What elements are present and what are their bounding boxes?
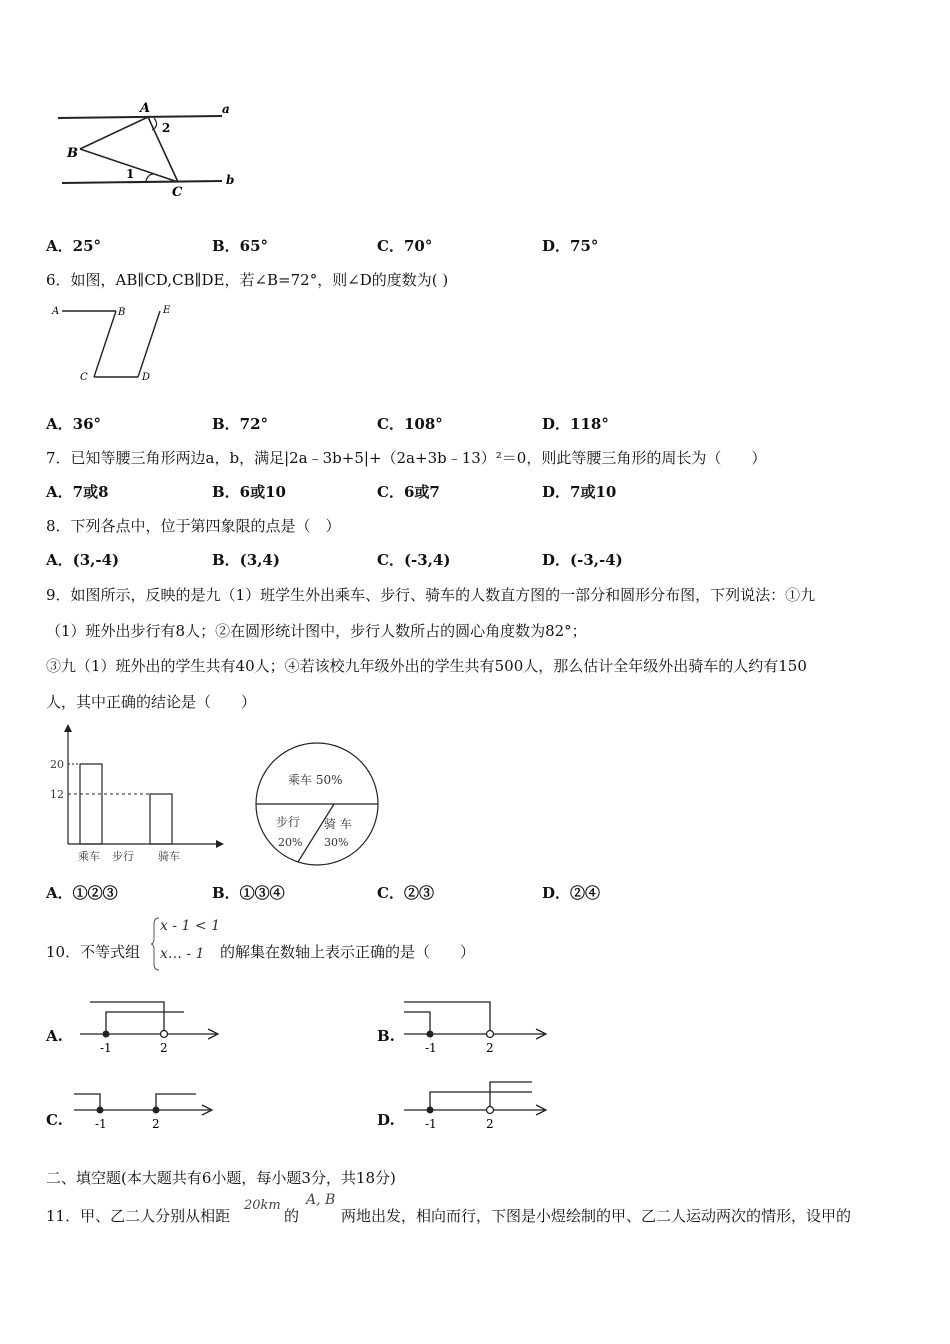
q9-stem-line4: 人，其中正确的结论是（ ） — [46, 693, 257, 711]
q5-option-b[interactable]: B．65° — [212, 237, 269, 255]
x-label-bike: 骑车 — [158, 850, 180, 863]
q9-option-a[interactable]: A．①②③ — [46, 884, 118, 902]
pie-label-bike-pct: 30% — [324, 836, 349, 849]
q6-stem: 6．如图，AB∥CD,CB∥DE，若∠B=72°，则∠D的度数为( ) — [46, 271, 449, 289]
x-label-walk: 步行 — [112, 850, 134, 863]
q10-prefix: 10．不等式组 — [46, 943, 141, 961]
angle-2-label: 2 — [162, 121, 171, 135]
q7-stem: 7．已知等腰三角形两边a，b，满足|2a﹣3b+5|+（2a+3b﹣13）²＝0，则此等腰三角形的周长为（ ） — [46, 449, 767, 467]
figure-parallel-lines-triangle — [50, 96, 250, 206]
q7-option-c[interactable]: C．6或7 — [377, 483, 440, 501]
q10-numberline-c[interactable] — [74, 1082, 224, 1142]
q10-suffix: 的解集在数轴上表示正确的是（ ） — [220, 943, 476, 961]
q5-option-a[interactable]: A．25° — [46, 237, 102, 255]
q11-stem-part1: 11．甲、乙二人分别从相距 — [46, 1207, 231, 1225]
q10-inequality-1: x - 1 < 1 — [160, 918, 220, 934]
q6-label-D: D — [142, 372, 151, 383]
q11-stem-part2: 的 — [284, 1207, 300, 1225]
x-label-bus: 乘车 — [78, 850, 100, 863]
q7-option-d[interactable]: D．7或10 — [542, 483, 617, 501]
label-B: B — [67, 146, 78, 161]
q10-option-b-label[interactable]: B. — [377, 1027, 395, 1045]
q9-option-c[interactable]: C．②③ — [377, 884, 434, 902]
q8-option-c[interactable]: C．(-3,4) — [377, 551, 451, 569]
pie-label-bus: 乘车 50% — [288, 773, 343, 787]
q9-stem-line1: 9．如图所示，反映的是九（1）班学生外出乘车、步行、骑车的人数直方图的一部分和圆形分布图，下列说法：①九 — [46, 586, 816, 604]
figure-q6-parallel — [50, 300, 190, 390]
q8-stem: 8．下列各点中，位于第四象限的点是（ ） — [46, 517, 341, 535]
pie-label-walk: 步行 — [276, 815, 301, 829]
pie-label-walk-pct: 20% — [278, 836, 303, 849]
tick-2: 2 — [152, 1117, 160, 1131]
section-2-title: 二、填空题(本大题共有6小题，每小题3分，共18分) — [46, 1169, 396, 1187]
q6-label-E: E — [163, 305, 171, 316]
q8-option-a[interactable]: A．(3,-4) — [46, 551, 120, 569]
q7-option-b[interactable]: B．6或10 — [212, 483, 286, 501]
label-b: b — [226, 173, 235, 187]
q9-stem-line2: （1）班外出步行有8人；②在圆形统计图中，步行人数所占的圆心角度数为82°； — [46, 622, 587, 640]
q9-option-b[interactable]: B．①③④ — [212, 884, 285, 902]
q6-option-c[interactable]: C．108° — [377, 415, 443, 433]
q10-numberline-d[interactable] — [404, 1074, 554, 1138]
q10-option-a-label[interactable]: A. — [46, 1027, 63, 1045]
q8-option-d[interactable]: D．(-3,-4) — [542, 551, 623, 569]
q8-option-b[interactable]: B．(3,4) — [212, 551, 280, 569]
q6-option-d[interactable]: D．118° — [542, 415, 609, 433]
q9-stem-line3: ③九（1）班外出的学生共有40人；④若该校九年级外出的学生共有500人，那么估计全年级外出骑车的人约有150 — [46, 657, 807, 675]
tick-minus-1: -1 — [425, 1041, 437, 1055]
tick-minus-1: -1 — [425, 1117, 437, 1131]
q6-option-b[interactable]: B．72° — [212, 415, 269, 433]
tick-minus-1: -1 — [100, 1041, 112, 1055]
q6-label-C: C — [80, 372, 88, 383]
q10-numberline-a[interactable] — [80, 994, 230, 1058]
q11-stem-part3: 两地出发，相向而行，下图是小煜绘制的甲、乙二人运动两次的情形，设甲的 — [341, 1207, 852, 1225]
q11-points: A, B — [306, 1192, 336, 1208]
q5-option-c[interactable]: C．70° — [377, 237, 433, 255]
q6-label-B: B — [118, 307, 126, 318]
tick-2: 2 — [160, 1041, 168, 1055]
q11-distance: 20km — [244, 1198, 281, 1213]
q10-numberline-b[interactable] — [404, 994, 554, 1058]
tick-minus-1: -1 — [95, 1117, 107, 1131]
q6-option-a[interactable]: A．36° — [46, 415, 102, 433]
label-A: A — [140, 101, 151, 116]
label-a: a — [222, 102, 230, 116]
label-C: C — [172, 185, 183, 200]
tick-2: 2 — [486, 1041, 494, 1055]
y-tick-12: 12 — [50, 788, 64, 801]
angle-1-label: 1 — [126, 167, 135, 181]
q10-option-d-label[interactable]: D. — [377, 1111, 395, 1129]
q6-label-A: A — [52, 306, 60, 317]
figure-q9-pie-chart — [252, 736, 388, 872]
y-tick-20: 20 — [50, 758, 64, 771]
q10-inequality-2: x… - 1 — [160, 946, 205, 962]
tick-2: 2 — [486, 1117, 494, 1131]
figure-q9-bar-chart — [48, 722, 228, 872]
q9-option-d[interactable]: D．②④ — [542, 884, 601, 902]
q5-option-d[interactable]: D．75° — [542, 237, 599, 255]
q7-option-a[interactable]: A．7或8 — [46, 483, 109, 501]
q10-option-c-label[interactable]: C. — [46, 1111, 63, 1129]
pie-label-bike: 骑 车 — [324, 817, 352, 831]
